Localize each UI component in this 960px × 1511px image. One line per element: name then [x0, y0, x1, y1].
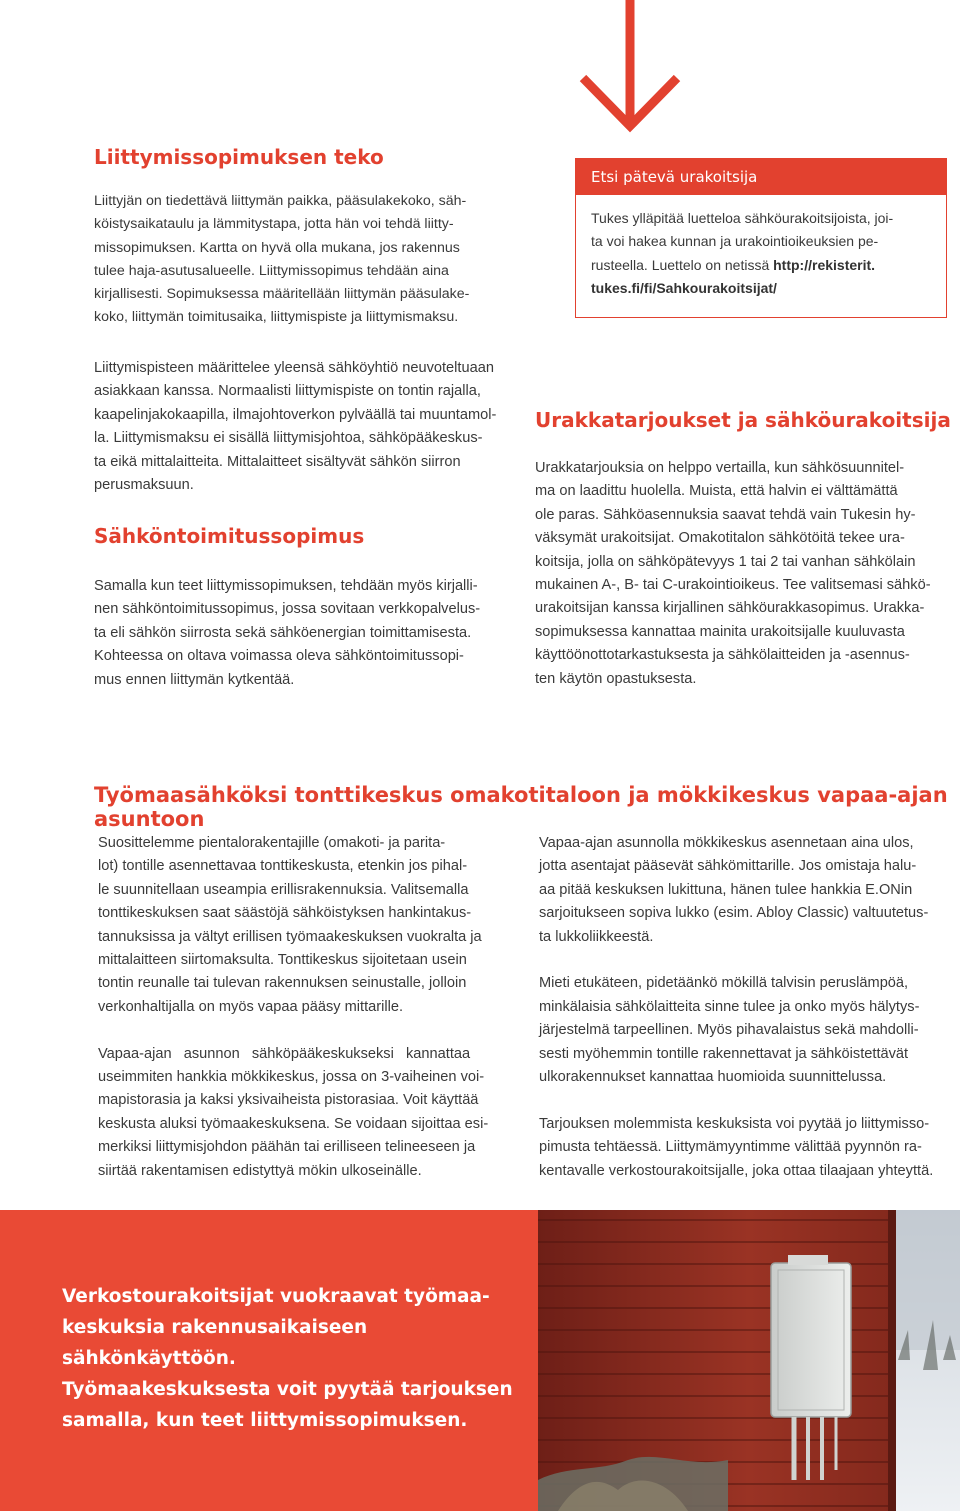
paragraph-liittymispiste	[94, 357, 508, 497]
text-line: Liittymispisteen määrittelee yleensä sähköyhtiö neuvoteltuaan	[94, 360, 494, 376]
text-line: useimmiten hankkia mökkikeskus, jossa on 3-vaiheinen voi-	[98, 1069, 485, 1086]
text-line: keskuksia rakennusaikaiseen sähkönkäyttöön.	[62, 1317, 368, 1369]
info-box-contractor	[575, 158, 947, 318]
text-line: pimusta tehtäessä. Liittymämyyntimme välittää pyynnön ra-	[539, 1139, 922, 1156]
text-line: Työmaakeskuksesta voit pyytää tarjouksen	[62, 1379, 513, 1400]
info-box-title: Etsi pätevä urakoitsija	[576, 159, 946, 195]
text-line: köistysaikataulu ja lämmitystapa, jotta hän voi tehdä liitty-	[94, 216, 454, 233]
paragraph-sahkontoimitussopimus	[94, 575, 508, 692]
text-line: Vapaa-ajan asunnon sähköpääkeskukseksi kannattaa	[98, 1045, 471, 1062]
text-line: urakoitsijan kanssa kirjallinen sähköurakkasopimus. Urakka-	[535, 600, 925, 617]
text-line: kirjallisesti. Sopimuksessa määritellään liittymän pääsulake-	[94, 286, 470, 303]
text-line: sopimuksessa kannattaa mainita urakoitsijalle kuuluvasta	[535, 623, 905, 640]
text-line: tonttikeskuksen saat säästöjä sähköistyksen hankintakus-	[98, 905, 472, 922]
text-line: perusmaksuun.	[94, 477, 194, 494]
text-line: le suunnitellaan useampia erillisrakennuksia. Valitsemalla	[98, 881, 469, 898]
text-line: ta lukkoliikkeestä.	[539, 928, 654, 945]
paragraph-liittymissopimuksen-teko	[94, 190, 508, 330]
text-line: merkiksi liittymisjohdon päähän tai erilliseen telineeseen ja	[98, 1139, 476, 1156]
text-line: rusteella. Luettelo on netissä	[591, 256, 774, 273]
text-line: Mieti etukäteen, pidetäänkö mökillä talvisin peruslämpöä,	[539, 975, 909, 992]
text-line: missopimuksen. Kartta on hyvä olla mukana, jos rakennus	[94, 239, 460, 256]
text-line: minkälaisia sähkölaitteita sinne tulee ja onko myös hälytys-	[539, 998, 920, 1015]
text-line: asiakkaan kanssa. Normaalisti liittymispiste on tontin rajalla,	[94, 383, 481, 400]
text-line: verkonhaltijalla on myös vapaa pääsy mittarille.	[98, 998, 403, 1015]
text-line: ma on laadittu huolella. Muista, että halvin ei välttämättä	[535, 483, 898, 500]
text-line: jotta asentajat pääsevät sähkömittarille. Jos omistaja halu-	[539, 858, 917, 875]
text-line: mittalaitteen siirtomaksulta. Tonttikeskus sijoitetaan usein	[98, 952, 467, 969]
text-line: sesti myöhemmin tontille rakennettavat ja sähköistettävät	[539, 1045, 909, 1062]
text-line: tulee haja-asutusalueelle. Liittymissopimus tehdään aina	[94, 262, 449, 279]
text-line: Liittyjän on tiedettävä liittymän paikka, pääsulakekoko, säh-	[94, 193, 467, 209]
text-line: Urakkatarjouksia on helppo vertailla, kun sähkösuunnitel-	[535, 460, 905, 476]
text-line: la. Liittymismaksu ei sisällä liittymisjohtoa, sähköpääkeskus-	[94, 430, 483, 447]
section-title-sahkontoimitussopimus: Sähköntoimitussopimus	[94, 524, 365, 548]
text-line: ta eli sähkön siirrosta sekä sähköenergian toimittamisesta.	[94, 624, 472, 641]
info-box-body	[576, 195, 946, 300]
text-line: tannuksissa ja vältyt erillisen työmaakeskuksen vuokralta ja	[98, 928, 482, 945]
text-line: aa pitää keskuksen lukittuna, hänen tulee hankkia E.ONin	[539, 881, 913, 898]
text-line: Kohteessa on oltava voimassa oleva sähköntoimitussopi-	[94, 648, 464, 665]
text-line: keskusta aluksi työmaakeskuksena. Se voidaan sijoittaa esi-	[98, 1115, 489, 1132]
paragraph-urakkatarjoukset	[535, 457, 950, 691]
text-line: ta eikä mittalaitteita. Mittalaitteet sisältyvät sähkön siirron	[94, 453, 461, 470]
column-left-tyomaasahko	[98, 832, 511, 1183]
section-title-urakkatarjoukset: Urakkatarjoukset ja sähköurakoitsija	[535, 408, 951, 432]
column-right-tyomaasahko	[539, 832, 957, 1183]
section-title-liittymissopimuksen-teko: Liittymissopimuksen teko	[94, 145, 384, 169]
text-line: siirtää rakentamisen edistyttyä mökin ulkoseinälle.	[98, 1162, 422, 1179]
text-line: Verkostourakoitsijat vuokraavat työmaa-	[62, 1286, 490, 1307]
text-line: lot) tontille asennettavaa tonttikeskusta, etenkin jos pihal-	[98, 858, 468, 875]
text-line: Vapaa-ajan asunnolla mökkikeskus asennetaan aina ulos,	[539, 835, 914, 851]
text-line: mapistorasia ja kaksi yksivaiheista pistorasiaa. Voit käyttää	[98, 1092, 479, 1109]
text-line: koko, liittymän toimitusaika, liittymispiste ja liittymismaksu.	[94, 309, 459, 326]
text-line: kentavalle verkostourakoitsijalle, joka ottaa tilaajaan yhteyttä.	[539, 1162, 934, 1179]
text-line: järjestelmä tarpeellinen. Myös pihavalaistus sekä mahdolli-	[539, 1022, 919, 1039]
text-line: koitsija, jolla on sähköpätevyys 1 tai 2 tai vanhan sähkölain	[535, 553, 916, 570]
text-line: ole paras. Sähköasennuksia saavat tehdä vain Tukesin hy-	[535, 506, 916, 523]
text-line: Tukes ylläpitää luetteloa sähköurakoitsijoista, joi-	[591, 210, 894, 226]
text-line: ulkorakennukset kannattaa huomioida suunnittelussa.	[539, 1069, 887, 1086]
text-line: samalla, kun teet liittymissopimuksen.	[62, 1410, 468, 1431]
photo-wall-cabinet	[538, 1210, 960, 1511]
tukes-register-link[interactable]: http://rekisterit.	[773, 256, 876, 273]
text-line: nen sähköntoimitussopimus, jossa sovitaan verkkopalvelus-	[94, 601, 481, 618]
text-line: ten käytön opastuksesta.	[535, 670, 697, 687]
text-line: Samalla kun teet liittymissopimuksen, tehdään myös kirjalli-	[94, 578, 478, 594]
text-line: kaapelinjakokaapilla, ilmajohtoverkon pylväällä tai muuntamol-	[94, 406, 497, 423]
text-line: sarjoitukseen sopiva lukko (esim. Abloy Classic) valtuutetus-	[539, 905, 929, 922]
text-line: Suosittelemme pientalorakentajille (omakoti- ja parita-	[98, 835, 446, 851]
tukes-register-link-continued[interactable]: tukes.fi/fi/Sahkourakoitsijat/	[591, 279, 777, 296]
text-line: Tarjouksen molemmista keskuksista voi pyytää jo liittymisso-	[539, 1115, 930, 1132]
text-line: ta voi hakea kunnan ja urakointioikeuksien pe-	[591, 233, 879, 250]
text-line: mukainen A-, B- tai C-urakointioikeus. Tee valitsemasi sähkö-	[535, 577, 931, 594]
text-line: mus ennen liittymän kytkentää.	[94, 671, 295, 688]
text-line: käyttöönottotarkastuksesta ja sähkölaitteiden ja -asennus-	[535, 647, 910, 664]
callout-text	[62, 1281, 522, 1436]
text-line: tontin reunalle tai tulevan rakennuksen seinustalle, jolloin	[98, 975, 467, 992]
text-line: väksymät urakoitsijat. Omakotitalon sähkötöitä tekee ura-	[535, 530, 905, 547]
down-arrow-icon	[575, 0, 685, 140]
section-title-tyomaasahko: Työmaasähköksi tonttikeskus omakotitaloon ja mökkikeskus vapaa-ajan asuntoon	[94, 783, 948, 831]
